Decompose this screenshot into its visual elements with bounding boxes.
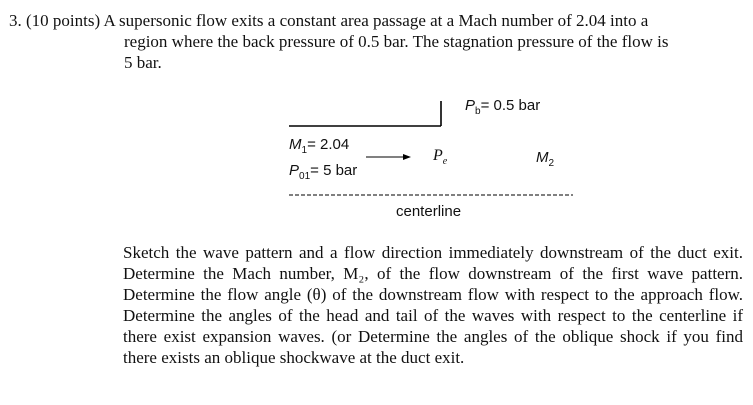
problem-body [123,242,743,368]
problem-body-text: Sketch the wave pattern and a flow direction immediately downstream of the duct exit. Determine the Mach number, M₂, of the flow downstream of the first wave pattern. Determine the flow angle (θ) of the downstream flow with respect to the approach flow. Determine the angles of the head and tail of the waves with respect to the centerline if there exist expansion waves. (or Determine the angles of the oblique shock if you find there exists an oblique shockwave at the duct exit. [123,243,743,367]
question-header [9,10,744,73]
exit-pressure-label: $P_e$ [433,147,448,168]
inlet-stagnation-pressure-label: $P_{01}= 5$ bar [289,162,358,182]
inlet-mach-label: $M_1= 2.04$ [289,136,350,156]
question-line-1 [9,10,744,31]
centerline-label: centerline [396,203,462,220]
downstream-mach-label: $M_2$ [536,149,555,169]
question-number: 3. [9,11,22,30]
back-pressure-label: $P_b= 0.5$ bar [465,97,541,117]
question-line-2: region where the back pressure of 0.5 bar. The stagnation pressure of the flow is [124,32,669,51]
question-points: (10 points) [26,11,101,30]
question-line-3: 5 bar. [124,53,162,72]
question-text-line-1: A supersonic flow exits a constant area passage at a Mach number of 2.04 into a [103,11,649,30]
flow-arrow-head [403,154,411,160]
